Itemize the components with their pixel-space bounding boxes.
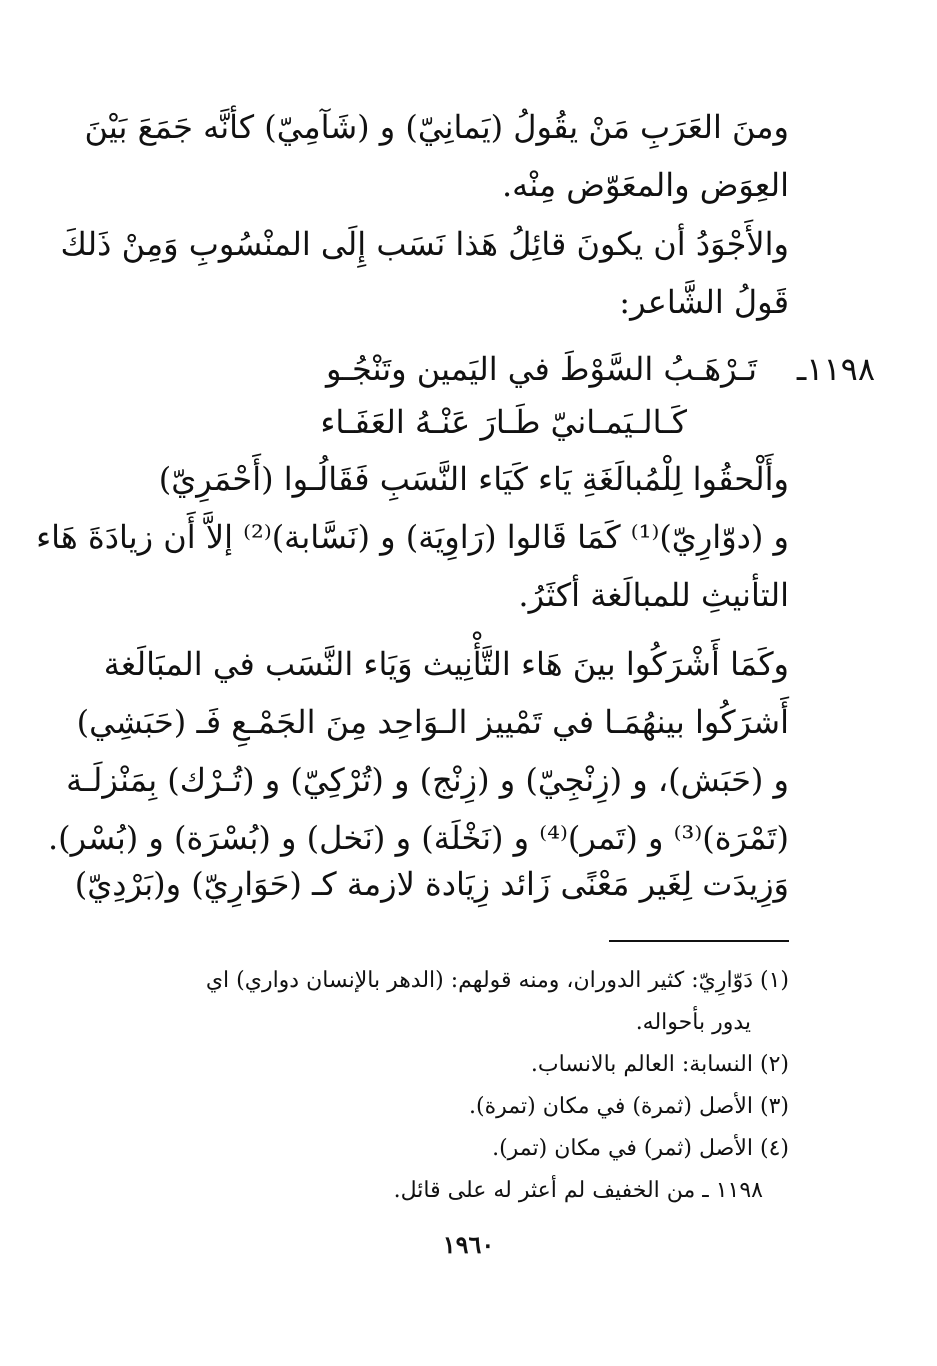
footnote-1-continuation: يدور بأحواله. bbox=[635, 1010, 751, 1035]
page-number: ١٩٦٠ bbox=[442, 1230, 495, 1259]
footnote-3: (٣) الأصل (ثمرة) في مكان (تمرة). bbox=[469, 1094, 789, 1119]
text-line: والأَجْوَدُ أن يكونَ قائِلُ هَذا نَسَب إِلَى المنْسُوبِ وَمِنْ ذَلكَ bbox=[60, 225, 789, 263]
paragraph-1 bbox=[84, 98, 789, 214]
paragraph-3 bbox=[36, 450, 789, 624]
text-line: و (حَبَش)، و (زِنْجِيّ) و (زِنْج) و (تُرْكِيّ) و (تُـرْك) بِمَنْزلَـة bbox=[66, 761, 789, 799]
footnote-1: (١) دَوّارِيّ: كثير الدوران، ومنه قولهم: (الدهر بالإنسان دواري) اي bbox=[205, 968, 789, 993]
verse-number: ١١٩٨ـ bbox=[796, 350, 875, 388]
footnotes bbox=[109, 960, 789, 1212]
footnote-2: (٢) النسابة: العالم بالانساب. bbox=[530, 1052, 789, 1077]
verse-line-1: تَـرْهَـبُ السَّوْطَ في اليَمين وتَنْجُـو bbox=[326, 350, 757, 388]
text-line: أَشرَكُوا بينهُمَـا في تَمْييز الـوَاحِد مِنَ الجَمْـعِ فَـ (حَبَشِي) bbox=[76, 703, 789, 741]
text-line: وَزِيدَت لِغَير مَعْنًى زَائد زِيَادة لازمة كـ (حَوَارِيّ) و(بَرْدِيّ) bbox=[74, 865, 789, 903]
text-line: العِوَض والمعَوّض مِنْه. bbox=[501, 166, 789, 204]
paragraph-4 bbox=[47, 635, 789, 867]
paragraph-5 bbox=[74, 855, 789, 913]
text-line: ومنَ العَرَبِ مَنْ يقُولُ (يَمانِيّ) و (شَآمِيّ) كأنَّه جَمَعَ بَيْنَ bbox=[84, 108, 789, 146]
verse-source-note: ١١٩٨ ـ من الخفيف لم أعثر له على قائل. bbox=[393, 1178, 763, 1203]
text-line: قَولُ الشَّاعر: bbox=[619, 283, 789, 321]
footnote-4: (٤) الأصل (ثمر) في مكان (تمر). bbox=[492, 1136, 789, 1161]
verse-line-2: كَـالـيَمـانيّ طَـارَ عَنْـهُ العَفَـاء bbox=[320, 403, 687, 441]
paragraph-2 bbox=[60, 215, 789, 331]
footnote-divider bbox=[609, 940, 789, 942]
text-line: وكَمَا أَشْرَكُوا بينَ هَاء التَّأْنِيث وَيَاء النَّسَب في المبَالَغة bbox=[103, 645, 789, 683]
text-line: (تَمْرَة)⁽³⁾ و (تَمر)⁽⁴⁾ و (نَخْلَة) و (نَخل) و (بُسْرَة) و (بُسْر). bbox=[47, 819, 789, 857]
text-line: التأنيثِ للمبالَغة أكثَرُ. bbox=[518, 576, 789, 614]
text-line: وأَلْحقُوا لِلْمُبالَغَةِ يَاء كَيَاء النَّسَبِ فَقَالُـوا (أَحْمَرِيّ) bbox=[158, 460, 789, 498]
text-line: و (دوّارِيّ)⁽¹⁾ كَمَا قَالوا (رَاوِيَة) و (نَسَّابة)⁽²⁾ إلاَّ أَن زيادَةَ هَاء bbox=[36, 518, 789, 556]
